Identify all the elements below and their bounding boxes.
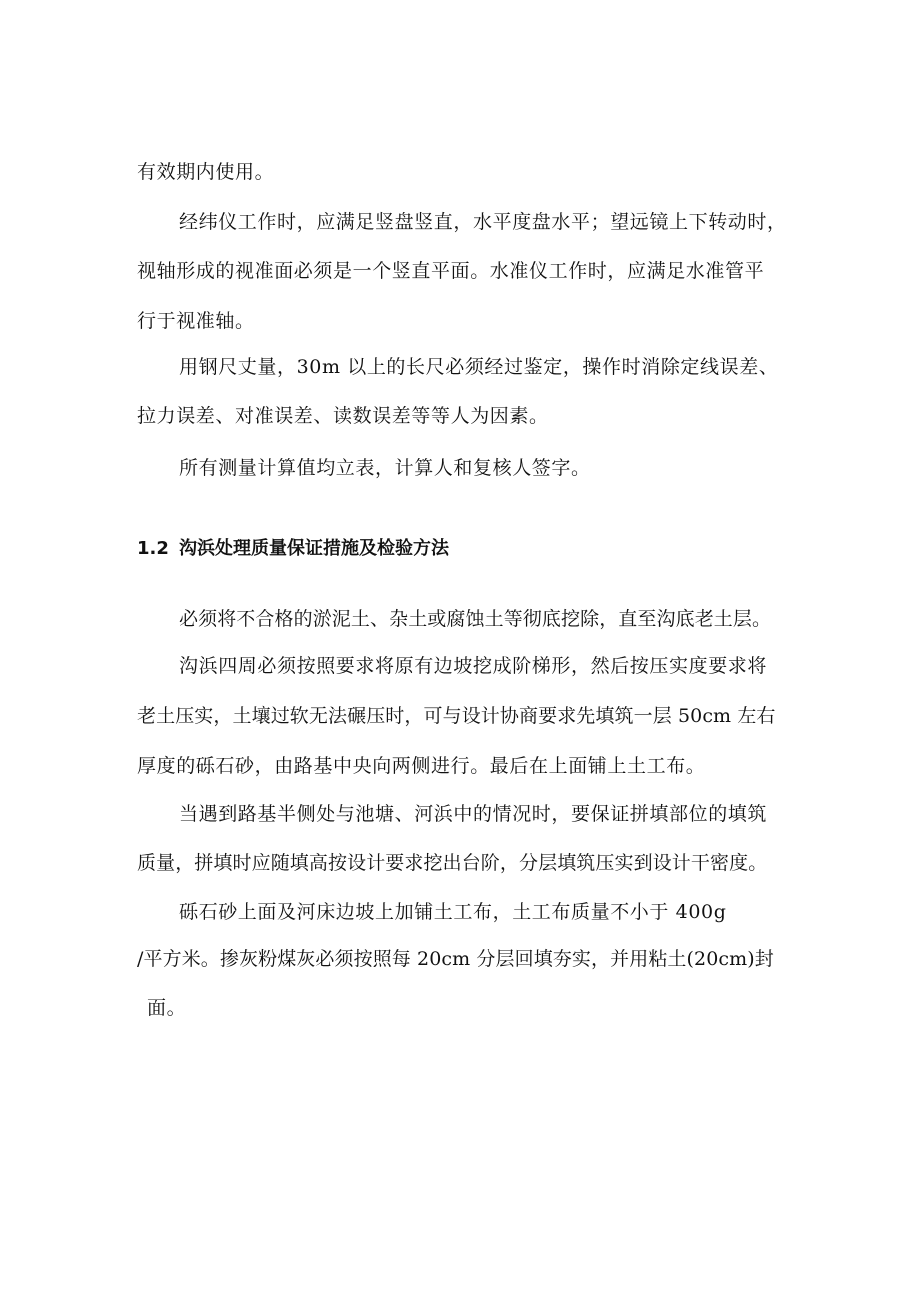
text-line: 经纬仪工作时，应满足竖盘竖直，水平度盘水平；望远镜上下转动时，: [179, 211, 787, 233]
section-heading: [137, 537, 449, 561]
text-line: 面。: [147, 997, 187, 1019]
text-line: 拉力误差、对准误差、读数误差等等人为因素。: [137, 405, 549, 427]
text-line: 当遇到路基半侧处与池塘、河浜中的情况时，要保证拼填部位的填筑: [179, 803, 768, 825]
text-line: 必须将不合格的淤泥土、杂土或腐蚀土等彻底挖除，直至沟底老土层。: [179, 608, 772, 630]
text-line: 有效期内使用。: [137, 161, 275, 183]
text-line: /平方米。掺灰粉煤灰必须按照每 20cm 分层回填夯实，并用粘土(20cm)封: [137, 948, 774, 970]
text-line: 老土压实，土壤过软无法碾压时，可与设计协商要求先填筑一层 50cm 左右: [137, 705, 776, 727]
text-line: 厚度的砾石砂，由路基中央向两侧进行。最后在上面铺上土工布。: [137, 755, 706, 777]
text-line: 所有测量计算值均立表，计算人和复核人签字。: [179, 457, 591, 479]
section-number: 1.2: [137, 538, 169, 559]
text-line: 沟浜四周必须按照要求将原有边坡挖成阶梯形，然后按压实度要求将: [179, 655, 768, 677]
text-line: 砾石砂上面及河床边坡上加铺土工布，土工布质量不小于 400g: [179, 901, 727, 923]
section-title: 沟浜处理质量保证措施及检验方法: [179, 538, 449, 559]
text-line: 用钢尺丈量，30m 以上的长尺必须经过鉴定，操作时消除定线误差、: [179, 356, 779, 378]
text-line: 质量，拼填时应随填高按设计要求挖出台阶，分层填筑压实到设计干密度。: [137, 852, 768, 874]
text-line: 视轴形成的视准面必须是一个竖直平面。水准仪工作时，应满足水准管平: [137, 260, 765, 282]
text-line: 行于视准轴。: [137, 310, 255, 332]
